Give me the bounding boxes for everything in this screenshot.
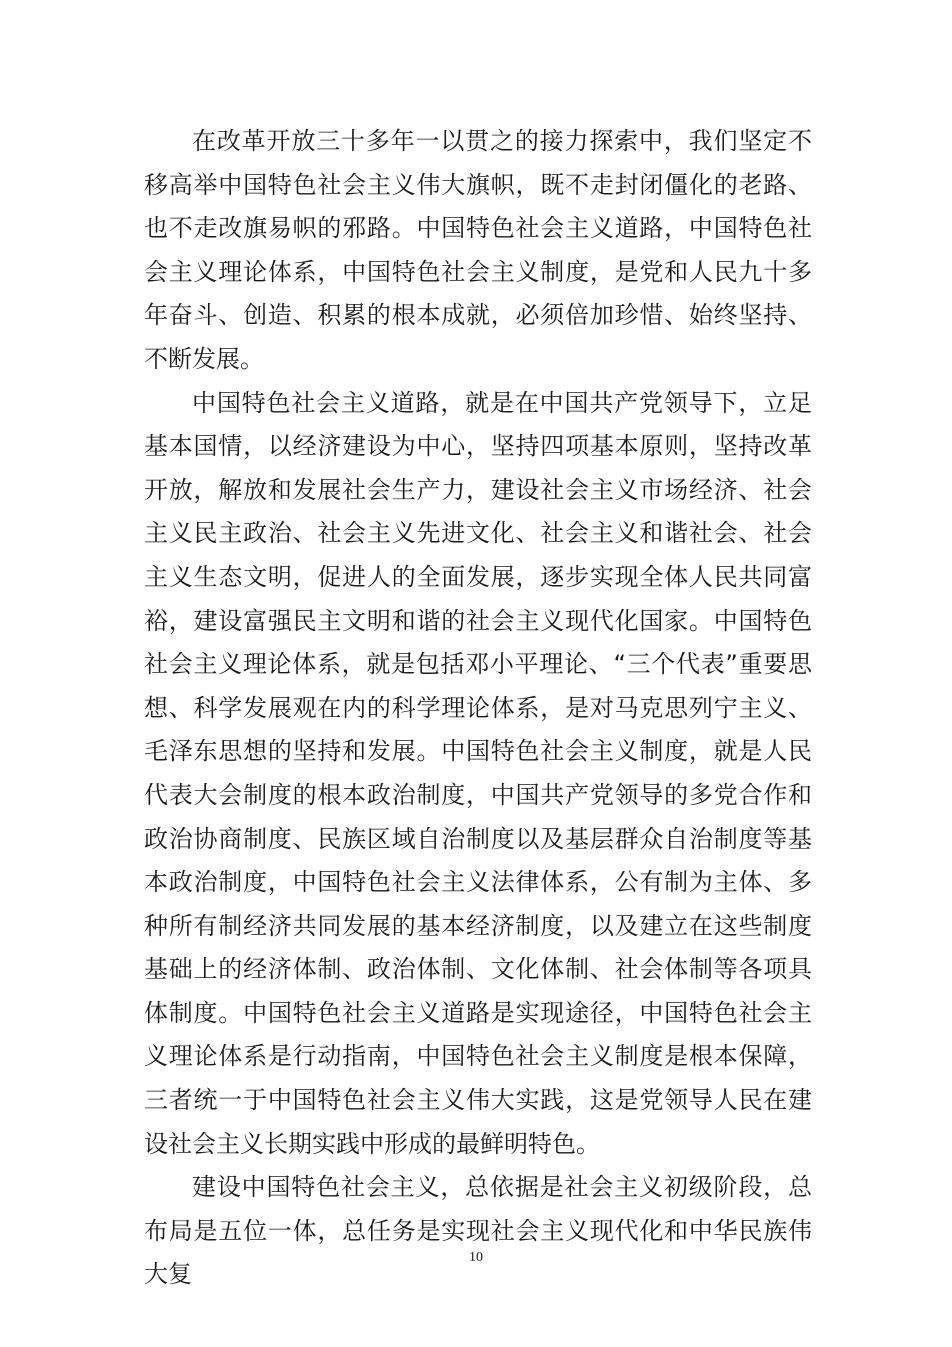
paragraph-1: 在改革开放三十多年一以贯之的接力探索中，我们坚定不移高举中国特色社会主义伟大旗帜，既不走封闭僵化的老路、也不走改旗易帜的邪路。中国特色社会主义道路，中国特色社会主义理论体系，中国特色社会主义制度，是党和人民九十多年奋斗、创造、积累的根本成就，必须倍加珍惜、始终坚持、不断发展。 — [144, 127, 812, 373]
paragraph-2: 中国特色社会主义道路，就是在中国共产党领导下，立足基本国情，以经济建设为中心，坚持四项基本原则，坚持改革开放，解放和发展社会生产力，建设社会主义市场经济、社会主义民主政治、社会主义先进文化、社会主义和谐社会、社会主义生态文明，促进人的全面发展，逐步实现全体人民共同富裕，建设富强民主文明和谐的社会主义现代化国家。中国特色社会主义理论体系，就是包括邓小平理论、“三个代表”重要思想、科学发展观在内的科学理论体系，是对马克思列宁主义、毛泽东思想的坚持和发展。中国特色社会主义制度，就是人民代表大会制度的根本政治制度，中国共产党领导的多党合作和政治协商制度、民族区域自治制度以及基层群众自治制度等基本政治制度，中国特色社会主义法律体系，公有制为主体、多种所有制经济共同发展的基本经济制度，以及建立在这些制度基础上的经济体制、政治体制、文化体制、社会体制等各项具体制度。中国特色社会主义道路是实现途径，中国特色社会主义理论体系是行动指南，中国特色社会主义制度是根本保障，三者统一于中国特色社会主义伟大实践，这是党领导人民在建设社会主义长期实践中形成的最鲜明特色。 — [144, 388, 812, 1158]
paragraph-3: 建设中国特色社会主义，总依据是社会主义初级阶段，总布局是五位一体，总任务是实现社会主义现代化和中华民族伟大复 — [144, 1173, 812, 1289]
page-number: 10 — [469, 1250, 483, 1265]
body-text — [144, 120, 812, 1297]
